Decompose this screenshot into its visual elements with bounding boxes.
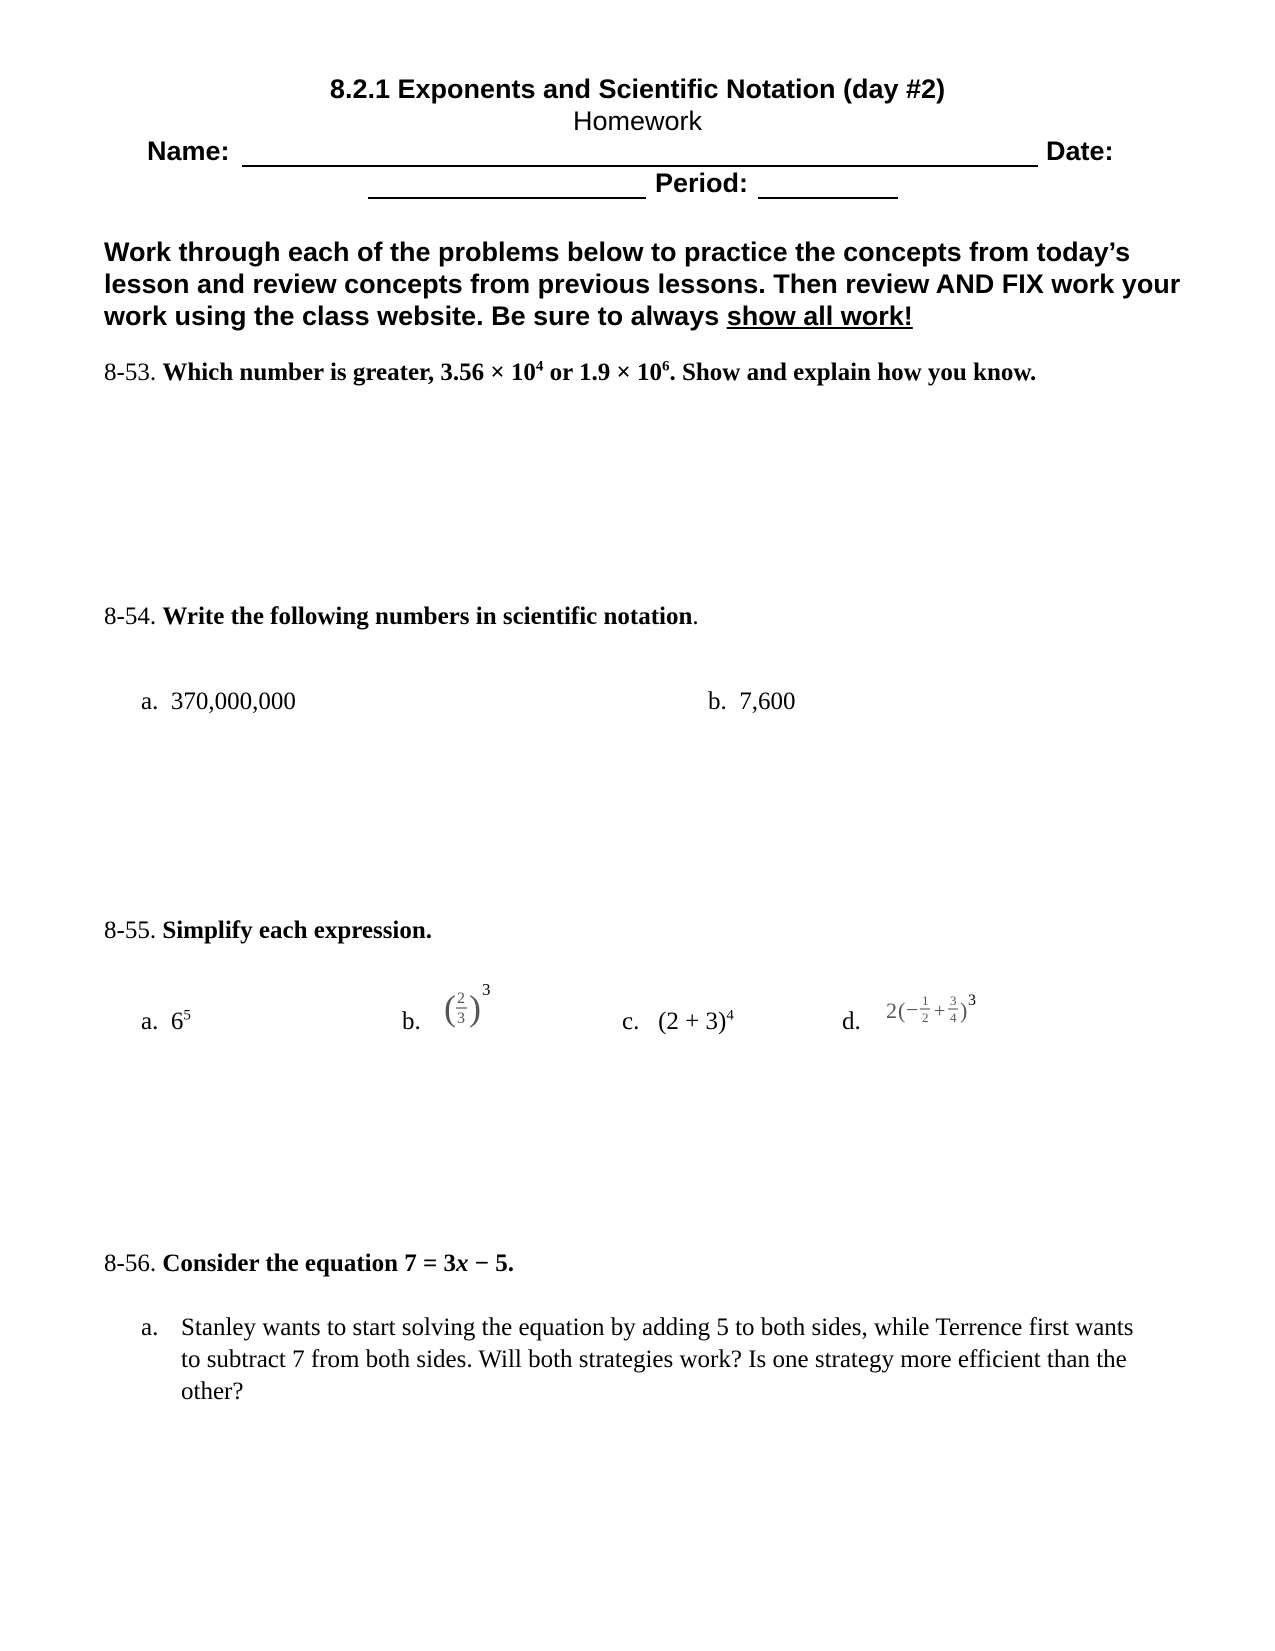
problem-text: Consider the equation 7 = 3x − 5. [162, 1250, 515, 1277]
page-title: 8.2.1 Exponents and Scientific Notation (day #2) [329, 74, 946, 104]
instructions [104, 236, 1184, 332]
left-paren: ( [444, 988, 456, 1028]
fraction-numerator: 2 [457, 990, 465, 1007]
item-8-56-a-label: a. [141, 1314, 159, 1341]
problem-number: 8-53. [104, 359, 157, 386]
instructions-emphasis: show all work! [726, 301, 913, 331]
minus-sign: − [906, 997, 919, 1022]
period-label: Period: [655, 168, 749, 198]
item-label: a. [141, 1008, 159, 1035]
problem-number: 8-55. [104, 917, 157, 944]
item-8-55-b-label: b. [402, 1008, 421, 1035]
date-label: Date: [1046, 136, 1114, 166]
exponent: 3 [482, 980, 491, 999]
fraction-numerator: 1 [922, 993, 929, 1008]
item-8-56-a-text: Stanley wants to start solving the equation by adding 5 to both sides, while Terrence first wants to subtract 7 from both sides. Will both strategies work? Is one strategy more efficient than the other? [181, 1314, 1134, 1405]
name-label: Name: [147, 136, 230, 166]
fraction-numerator: 3 [950, 993, 957, 1008]
fraction-denominator: 3 [457, 1010, 465, 1027]
page-subtitle: Homework [572, 106, 703, 136]
item-value: 7,600 [739, 688, 796, 715]
item-8-54-a [141, 688, 296, 716]
fraction-sum-expression [886, 985, 1006, 1035]
item-label: a. [141, 688, 159, 715]
right-paren: ) [469, 988, 481, 1028]
coefficient: 2 [886, 998, 897, 1023]
item-8-55-d-label: d. [842, 1008, 861, 1035]
exponent: 4 [726, 1007, 734, 1024]
period-field-line[interactable] [758, 197, 898, 199]
item-label: b. [708, 688, 727, 715]
plus-sign: + [934, 1000, 946, 1022]
item-value: 370,000,000 [170, 688, 296, 715]
fraction-denominator: 2 [922, 1010, 929, 1025]
date-field-line[interactable] [368, 197, 646, 199]
problem-text: Simplify each expression. [162, 917, 433, 944]
item-8-55-a: a. $6^5$ [141, 1007, 191, 1035]
right-paren: ) [960, 998, 968, 1023]
exponent: 6 [661, 358, 670, 375]
problem-period: . [692, 603, 699, 630]
problem-8-53 [104, 359, 1036, 387]
variable: x [456, 1250, 469, 1277]
item-8-55-c: c. $(2 + 3)^4$ [622, 1007, 734, 1035]
exponent: 5 [183, 1007, 191, 1024]
problem-number: 8-54. [104, 603, 157, 630]
left-paren: ( [898, 998, 906, 1023]
instructions-text: Work through each of the problems below to practice the concepts from today’s lesson and review concepts from previous lessons. Then review AND FIX work your work using the class website. Be sure to always [104, 237, 1181, 331]
name-field-line[interactable] [242, 165, 1038, 167]
problem-8-55 [104, 917, 432, 945]
fraction-power-expression [442, 980, 502, 1036]
item-8-54-b [708, 688, 796, 716]
problem-text: Write the following numbers in scientific notation [162, 603, 693, 630]
exponent: 4 [535, 358, 544, 375]
problem-8-56 [104, 1250, 514, 1278]
exponent: 3 [968, 992, 976, 1009]
fraction-denominator: 4 [950, 1010, 957, 1025]
problem-8-54 [104, 603, 699, 631]
item-label: c. [622, 1008, 640, 1035]
problem-number: 8-56. [104, 1250, 157, 1277]
problem-text: Which number is greater, $3.56 \times 10^4$ or $1.9 \times 10^6$. Show and explain how you know. [162, 358, 1037, 386]
